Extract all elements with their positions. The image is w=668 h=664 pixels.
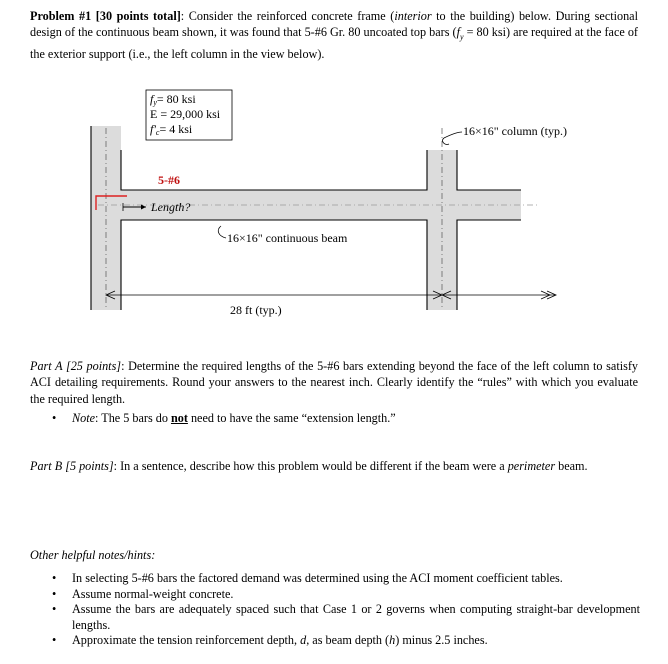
problem-fy-sub: y	[460, 32, 464, 42]
note-list	[50, 411, 640, 427]
hint-text: , as beam depth (	[306, 633, 390, 647]
hint-text: Assume normal-weight concrete.	[72, 586, 234, 601]
bullet-icon: •	[52, 633, 57, 647]
problem-text: : Consider the reinforced concrete frame (	[180, 9, 395, 23]
column-leader	[444, 132, 462, 138]
hints-list	[50, 571, 640, 649]
hint-h: h	[389, 633, 396, 647]
note-label: Note	[72, 411, 96, 425]
material-fc: f'c= 4 ksi	[150, 122, 193, 137]
bullet-icon: •	[52, 411, 57, 425]
beam-label: 16×16" continuous beam	[227, 231, 348, 245]
length-label: Length?	[151, 200, 191, 214]
hint-text: ) minus 2.5 inches.	[395, 633, 488, 647]
hint-item	[50, 602, 640, 633]
part-a-label: Part A [25 points]	[30, 359, 122, 373]
part-a-text: : Determine the required lengths of the 5-#6 bars extending beyond the face of the left column to satisfy ACI detailing requirements. Round your answers to the nearest inch. Clearly identify the “rules” with which you evaluate the required length.	[30, 359, 638, 406]
hint-d: d	[300, 633, 307, 647]
hint-text: Assume the bars are adequately spaced such that Case 1 or 2 governs when computing straight-bar development lengths.	[72, 602, 640, 632]
bullet-icon: •	[52, 586, 57, 601]
hints-title: Other helpful notes/hints:	[30, 548, 156, 562]
note-text-b: need to have the same “extension length.”	[187, 411, 396, 425]
hint-text: Approximate the tension reinforcement depth,	[72, 633, 301, 647]
problem-title: Problem #1 [30 points total]	[30, 9, 181, 23]
part-a	[30, 358, 638, 407]
left-column	[91, 126, 121, 310]
problem-text-3: = 80 ksi) are required at the face of the exterior support (i.e., the left column in the view below).	[30, 25, 638, 62]
part-b-text-a: : In a sentence, describe how this problem would be different if the beam were a	[113, 459, 508, 473]
column-leader-hook	[443, 138, 449, 144]
beam-leader	[218, 226, 226, 238]
hint-item	[50, 633, 640, 649]
span-label: 28 ft (typ.)	[230, 303, 282, 317]
bars-label: 5-#6	[158, 173, 180, 187]
part-b	[30, 458, 640, 474]
part-b-label: Part B [5 points]	[30, 459, 114, 473]
note-item	[50, 411, 640, 427]
problem-fy: f	[456, 25, 460, 40]
problem-interior: interior	[394, 9, 432, 23]
bullet-icon: •	[52, 571, 57, 585]
hint-text: In selecting 5-#6 bars the factored demand was determined using the ACI moment coefficient tables.	[72, 571, 563, 585]
hint-item	[50, 587, 640, 603]
column-label: 16×16" column (typ.)	[463, 124, 567, 138]
bullet-icon: •	[52, 602, 57, 616]
problem-text-2: to the building) below. During sectional design of the continuous beam shown, it was found that 5-#6 Gr. 80 uncoated top bars (	[30, 9, 638, 40]
material-fy: fy= 80 ksi	[150, 92, 196, 107]
hint-item	[50, 571, 640, 587]
part-b-text-b: beam.	[555, 459, 588, 473]
note-text-a: : The 5 bars do	[95, 411, 171, 425]
material-E: E = 29,000 ksi	[150, 107, 221, 121]
note-not: not	[170, 411, 188, 425]
part-b-perimeter: perimeter	[507, 459, 556, 473]
